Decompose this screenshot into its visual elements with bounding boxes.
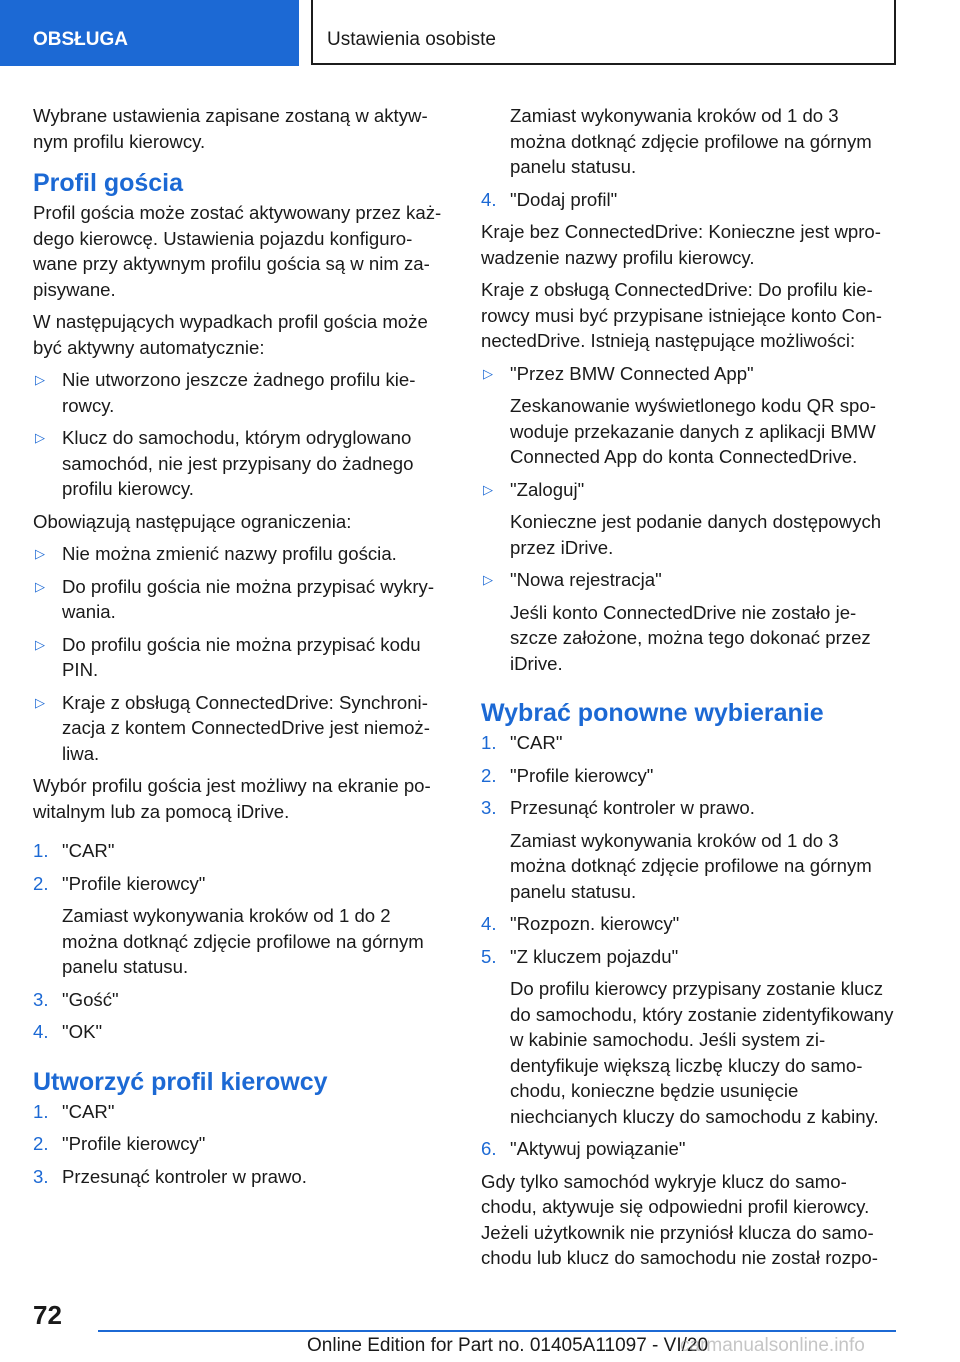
no-connecteddrive-paragraph: Kraje bez ConnectedDrive: Konieczne jest wprowadzenie nazwy profilu kierowcy. [481,221,881,268]
list-item: Zamiast wykonywania kroków od 1 do 3 można dotknąć zdjęcie profilowe na górnym panelu statusu. [510,105,872,177]
triangle-bullet-icon: ▷ [35,546,45,561]
list-item: ▷ Nie można zmienić nazwy profilu gościa. [33,541,448,567]
create-steps-list [33,1099,448,1190]
triangle-bullet-icon: ▷ [35,372,45,387]
triangle-bullet-icon: ▷ [483,481,493,497]
footer-divider [98,1330,896,1332]
list-item: ▷ Klucz do samochodu, którym odryglowano samochód, nie jest przypisany do żadnego profilu kierowcy. [35,427,414,499]
guest-paragraph-1: Profil gościa może zostać aktywowany przez każdego kierowcę. Ustawienia pojazdu konfigurowane przy aktywnym profilu gościa są w nim zapisywane. [33,202,442,300]
intro-paragraph: Wybrane ustawienia zapisane zostaną w aktywnym profilu kierowcy. [33,105,428,152]
triangle-bullet-icon: ▷ [35,636,45,652]
restrictions-intro: Obowiązują następujące ograniczenia: [33,510,352,532]
guest-paragraph-2: W następujących wypadkach profil gościa może być aktywny automatycznie: [33,311,428,358]
list-item: 3. Przesunąć kontroler w prawo. [33,1165,307,1187]
list-item: 3. "Gość" [33,988,119,1010]
connecteddrive-paragraph: Kraje z obsługą ConnectedDrive: Do profilu kierowcy musi być przypisane istniejące konto ConnectedDrive. Istnieją następujące możliwości: [481,279,882,351]
list-item: 2. "Profile kierowcy" Zamiast wykonywania kroków od 1 do 2 można dotknąć zdjęcie profilowe na górnym panelu statusu. [33,872,424,977]
page-number: 72 [33,1300,62,1330]
list-item: ▷ "Nowa rejestracja" Jeśli konto ConnectedDrive nie zostało jeszcze założone, można tego dokonać przez iDrive. [483,569,871,674]
list-item: 1. "CAR" [33,840,115,861]
closing-paragraph: Gdy tylko samochód wykryje klucz do samochodu, aktywuje się odpowiedni profil kierowcy. Jeżeli użytkownik nie przyniósł klucza do samochodu lub klucz do samochodu nie został rozpo- [481,1170,878,1268]
triangle-bullet-icon: ▷ [35,694,45,710]
list-item: 2. "Profile kierowcy" [481,764,654,786]
watermark: carmanualsonline.info [680,1335,865,1356]
create-profile-heading: Utworzyć profil kierowcy [33,1067,328,1096]
triangle-bullet-icon: ▷ [483,572,493,587]
triangle-bullet-icon: ▷ [35,578,45,594]
list-item: 4. "Dodaj profil" [481,188,618,210]
restrictions-bullet-list [33,541,448,766]
list-item: ▷ Kraje z obsługą ConnectedDrive: Synchronizacja z kontem ConnectedDrive jest niemożliwa. [35,691,430,764]
auto-bullet-list [33,367,448,502]
list-item: 6. "Aktywuj powiązanie" [481,1138,686,1159]
create-steps-continued [481,103,896,212]
guest-steps-list [33,838,448,1045]
redial-steps-list [481,730,896,1162]
chapter-title: Ustawienia osobiste [311,0,896,65]
list-item: ▷ "Przez BMW Connected App" Zeskanowanie wyświetlonego kodu QR spowoduje przekazanie danych z aplikacji BMW Connected App do konta ConnectedDrive. [483,362,876,467]
list-item: 4. "Rozpozn. kierowcy" [481,913,680,934]
list-item: ▷ "Zaloguj" Konieczne jest podanie danych dostępowych przez iDrive. [483,478,882,558]
page-header [0,0,960,66]
triangle-bullet-icon: ▷ [483,365,493,381]
guest-profile-heading: Profil gościa [33,169,184,197]
redial-heading: Wybrać ponowne wybieranie [481,699,824,727]
triangle-bullet-icon: ▷ [35,430,45,445]
right-column [481,103,896,1278]
edition-footer: Online Edition for Part no. 01405A11097 - VI/20 [307,1335,709,1356]
list-item: 3. Przesunąć kontroler w prawo. Zamiast wykonywania kroków od 1 do 3 można dotknąć zdjęcie profilowe na górnym panelu statusu. [481,797,872,902]
selection-paragraph: Wybór profilu gościa jest możliwy na ekranie powitalnym lub za pomocą iDrive. [33,775,431,822]
list-item: ▷ Nie utworzono jeszcze żadnego profilu kierowcy. [35,369,416,416]
connecteddrive-options-list [481,361,896,677]
list-item: ▷ Do profilu gościa nie można przypisać wykrywania. [35,575,435,622]
section-tab: OBSŁUGA [0,0,299,66]
left-column [33,103,448,1196]
list-item: 4. "OK" [33,1021,103,1042]
list-item: 1. "CAR" [33,1100,115,1122]
list-item: 5. "Z kluczem pojazdu" Do profilu kierowcy przypisany zostanie klucz do samochodu, który zostanie zidentyfikowany w kabinie samochodu. Jeśli system zidentyfikuje większą liczbę kluczy do samochodu, konieczne będzie usunięcie niechcianych kluczy do samochodu z kabiny. [481,945,894,1127]
list-item: 1. "CAR" [481,732,563,753]
list-item: 2. "Profile kierowcy" [33,1133,206,1154]
list-item: ▷ Do profilu gościa nie można przypisać kodu PIN. [35,633,421,680]
